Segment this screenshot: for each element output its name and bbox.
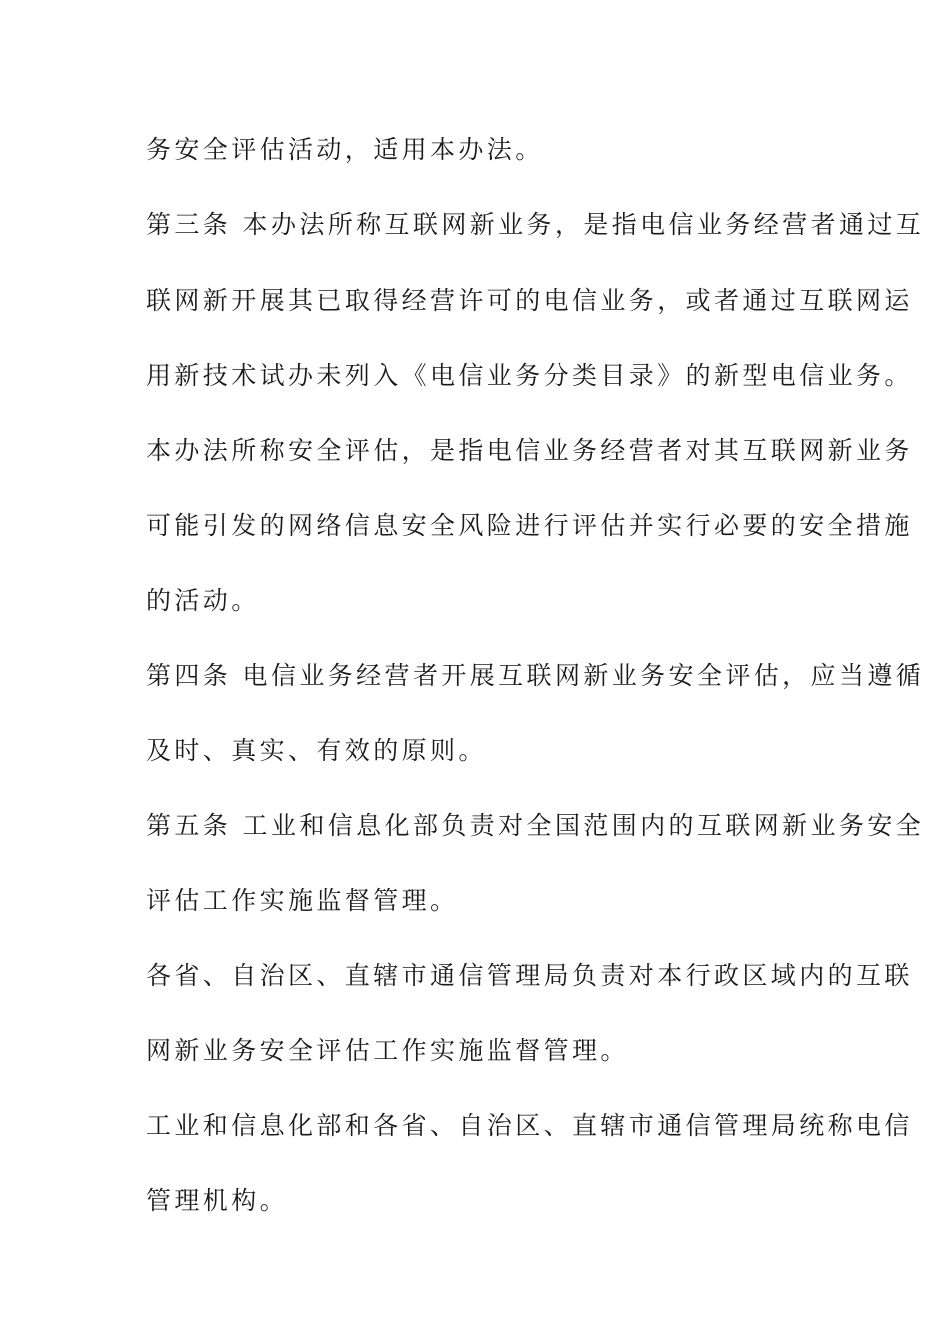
text-line: 网新业务安全评估工作实施监督管理。 [146, 1036, 629, 1065]
text-line: 工业和信息化部和各省、自治区、直辖市通信管理局统称电信 [146, 1111, 913, 1140]
text-line: 可能引发的网络信息安全风险进行评估并实行必要的安全措施 [146, 511, 913, 540]
text-line: 及时、真实、有效的原则。 [146, 736, 487, 765]
text-line: 第四条 电信业务经营者开展互联网新业务安全评估，应当遵循 [146, 661, 925, 690]
text-line: 的活动。 [146, 586, 260, 615]
text-line: 联网新开展其已取得经营许可的电信业务，或者通过互联网运 [146, 286, 913, 315]
text-line: 第五条 工业和信息化部负责对全国范围内的互联网新业务安全 [146, 811, 925, 840]
text-line: 本办法所称安全评估，是指电信业务经营者对其互联网新业务 [146, 436, 913, 465]
text-line: 第三条 本办法所称互联网新业务，是指电信业务经营者通过互 [146, 210, 925, 239]
text-line: 各省、自治区、直辖市通信管理局负责对本行政区域内的互联 [146, 961, 913, 990]
text-line: 用新技术试办未列入《电信业务分类目录》的新型电信业务。 [146, 361, 913, 390]
text-line: 管理机构。 [146, 1186, 289, 1215]
text-line: 务安全评估活动，适用本办法。 [146, 135, 544, 164]
text-line: 评估工作实施监督管理。 [146, 886, 459, 915]
